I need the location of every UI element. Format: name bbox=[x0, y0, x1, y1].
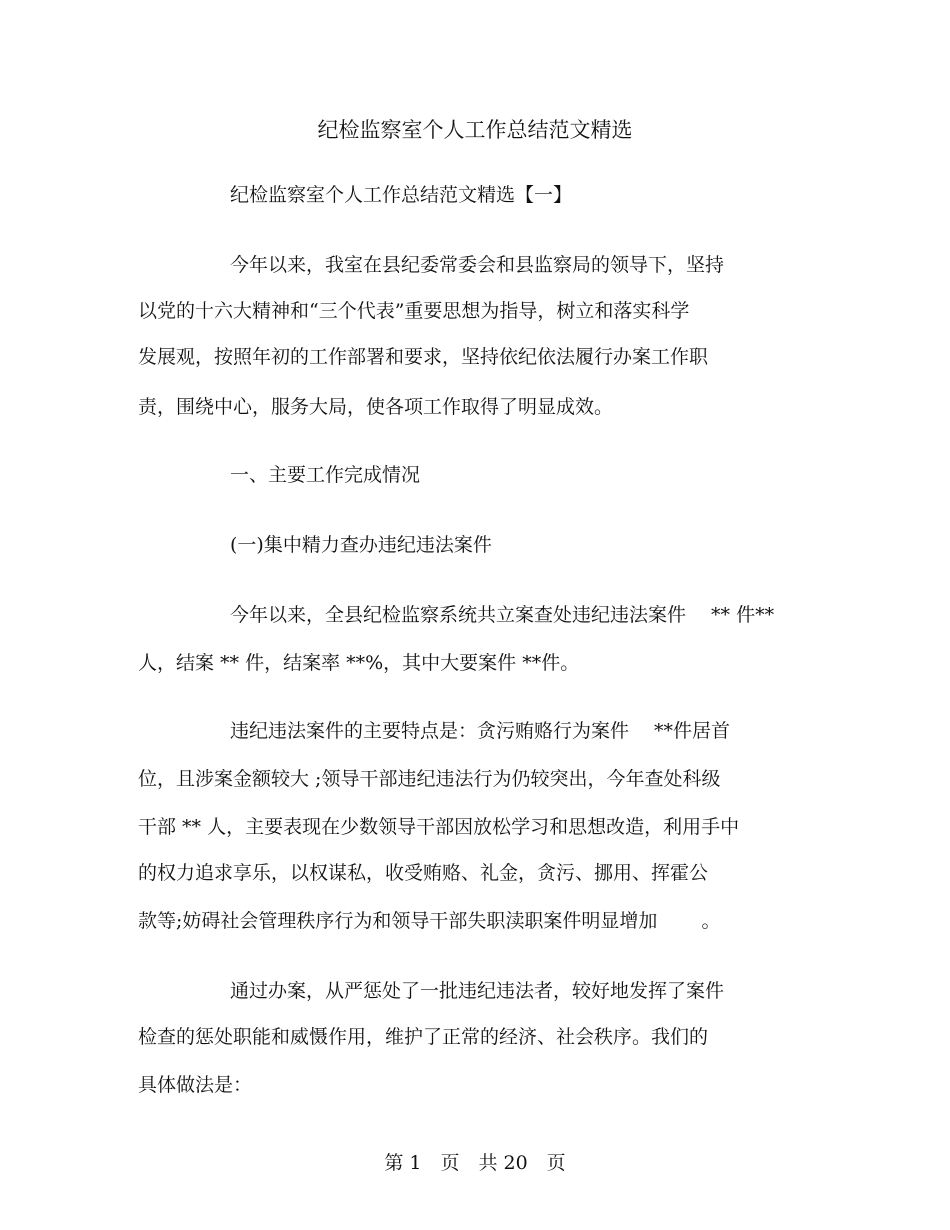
paragraph-line: 款等;妨碍社会管理秩序行为和领导干部失职渎职案件明显增加 。 bbox=[138, 910, 721, 932]
paragraph-line: 发展观，按照年初的工作部署和要求，坚持依纪依法履行办案工作职 bbox=[138, 346, 709, 368]
section-title: 纪检监察室个人工作总结范文精选【一】 bbox=[230, 184, 573, 206]
heading-main-work: 一、主要工作完成情况 bbox=[230, 464, 421, 486]
paragraph-line: 位，且涉案金额较大 ;领导干部违纪违法行为仍较突出，今年查处科级 bbox=[138, 768, 721, 790]
paragraph-line: 的权力追求享乐，以权谋私，收受贿赂、礼金，贪污、挪用、挥霍公 bbox=[138, 862, 709, 884]
paragraph-line: 今年以来，全县纪检监察系统共立案查处违纪违法案件 ** 件** bbox=[230, 604, 775, 626]
paragraph-line: 具体做法是： bbox=[138, 1074, 253, 1096]
subheading-case-handling: (一)集中精力查办违纪违法案件 bbox=[230, 534, 492, 556]
page-number-footer: 第 1 页 共 20 页 bbox=[384, 1152, 566, 1174]
paragraph-line: 责，围绕中心，服务大局，使各项工作取得了明显成效。 bbox=[138, 396, 614, 418]
paragraph-line: 以党的十六大精神和“三个代表”重要思想为指导，树立和落实科学 bbox=[138, 300, 690, 322]
paragraph-line: 违纪违法案件的主要特点是：贪污贿赂行为案件 **件居首 bbox=[230, 720, 731, 742]
document-title: 纪检监察室个人工作总结范文精选 bbox=[317, 118, 633, 142]
paragraph-line: 人，结案 ** 件，结案率 **%，其中大要案件 **件。 bbox=[138, 652, 580, 674]
paragraph-line: 今年以来，我室在县纪委常委会和县监察局的领导下，坚持 bbox=[230, 254, 725, 276]
paragraph-line: 干部 ** 人，主要表现在少数领导干部因放松学习和思想改造，利用手中 bbox=[138, 816, 740, 838]
paragraph-line: 检查的惩处职能和威慑作用，维护了正常的经济、社会秩序。我们的 bbox=[138, 1026, 709, 1048]
paragraph-line: 通过办案，从严惩处了一批违纪违法者，较好地发挥了案件 bbox=[230, 980, 725, 1002]
